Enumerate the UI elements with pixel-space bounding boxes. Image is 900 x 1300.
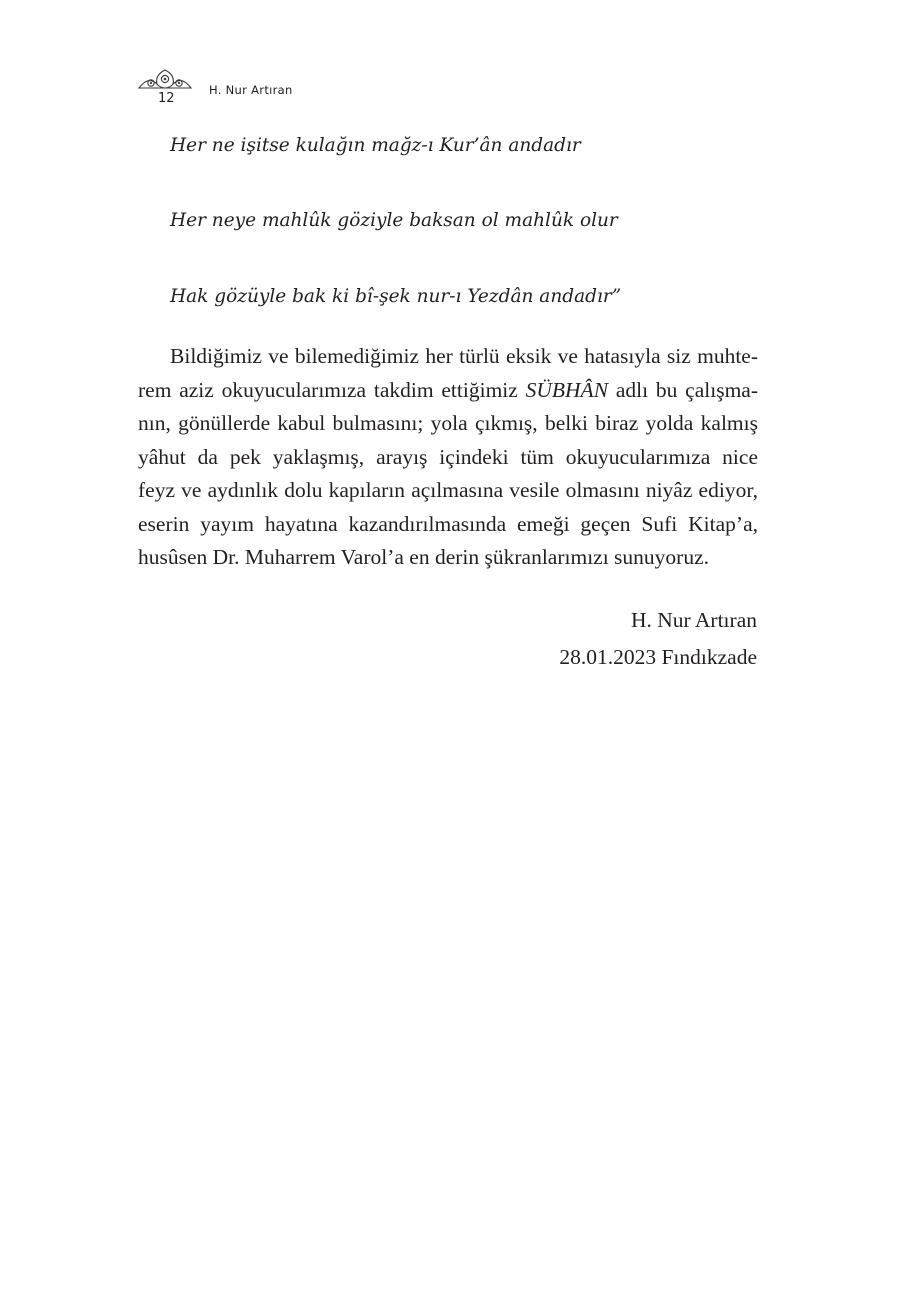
page-number: 12 (158, 91, 175, 106)
floral-ornament-icon (137, 68, 193, 92)
verse-line: Her ne işitse kulağın mağz-ı Kur’ân andadır (170, 135, 581, 156)
verse-line: Her neye mahlûk göziyle baksan ol mahlûk olur (170, 210, 618, 231)
page-header (137, 68, 437, 108)
running-head-author: H. Nur Artıran (209, 83, 293, 97)
book-title: SÜBHÂN (525, 377, 609, 402)
paragraph-line: Bildiğimiz ve bilemediğimiz her türlü eksik ve hatasıyla siz muhte- (170, 344, 758, 368)
paragraph-line (138, 374, 758, 408)
paragraph-line: nın, gönüllerde kabul bulmasını; yola çıkmış, belki biraz yolda kalmış (138, 411, 758, 435)
paragraph-line: yâhut da pek yaklaşmış, arayış içindeki tüm okuyucularımıza nice (138, 444, 758, 469)
body-paragraph (138, 340, 758, 575)
signature-author: H. Nur Artıran (631, 608, 757, 632)
paragraph-text: rem aziz okuyucularımıza takdim ettiğimiz (138, 377, 526, 402)
verse-line: Hak gözüyle bak ki bî-şek nur-ı Yezdân andadır” (170, 286, 622, 307)
paragraph-text: adlı bu çalışma- (608, 377, 758, 402)
signature-block (559, 602, 757, 676)
paragraph-line: husûsen Dr. Muharrem Varol’a en derin şükranlarımızı sunuyoruz. (138, 545, 709, 569)
signature-date: 28.01.2023 Fındıkzade (559, 645, 757, 669)
paragraph-line: eserin yayım hayatına kazandırılmasında emeği geçen Sufi Kitap’a, (138, 511, 758, 536)
paragraph-line: feyz ve aydınlık dolu kapıların açılmasına vesile olmasını niyâz ediyor, (138, 478, 758, 502)
